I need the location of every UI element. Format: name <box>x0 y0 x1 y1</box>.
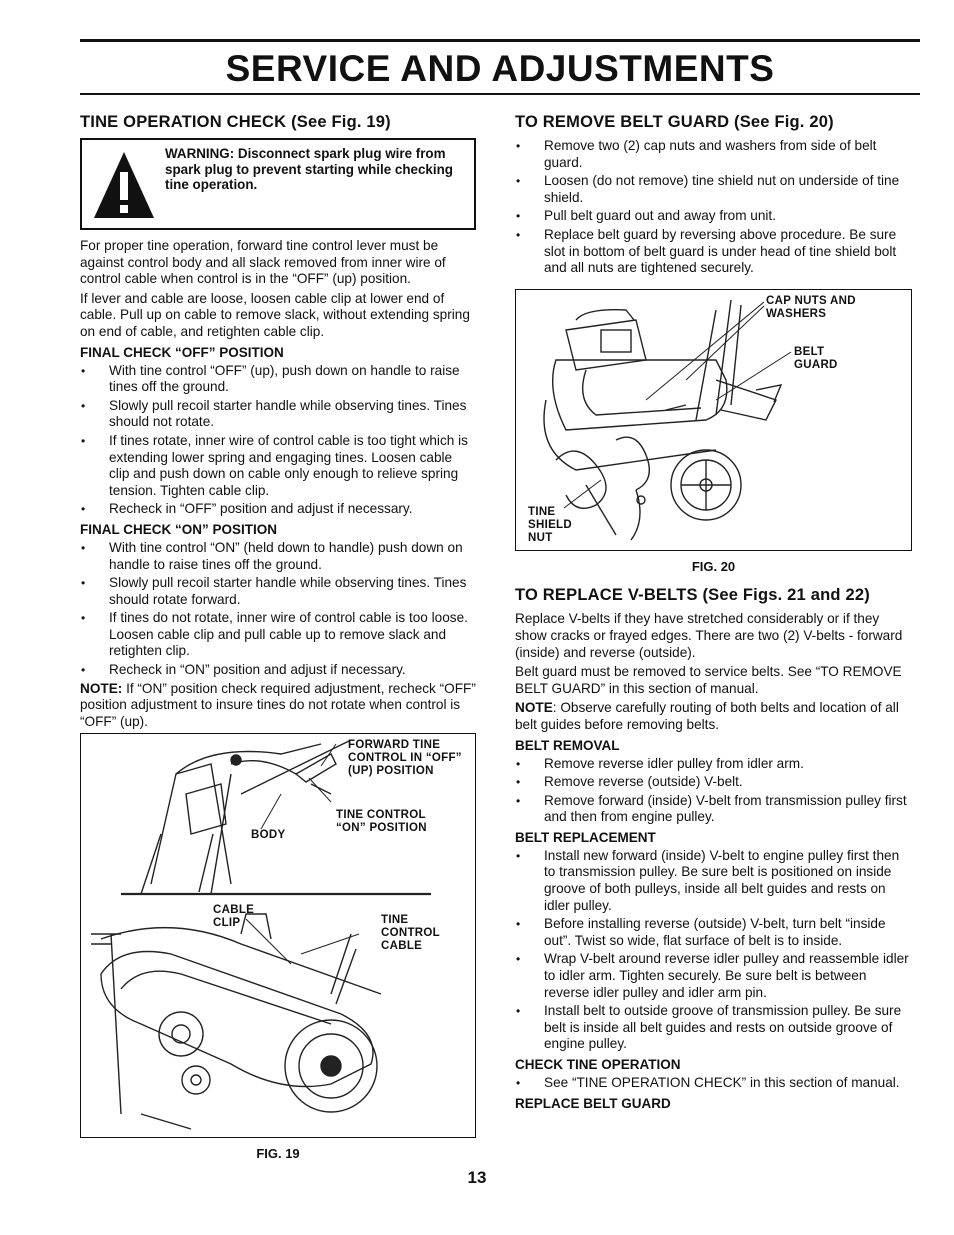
list-item: • See “TINE OPERATION CHECK” in this section of manual. <box>515 1075 912 1092</box>
list-item: • Pull belt guard out and away from unit. <box>515 208 912 225</box>
list-item: • Slowly pull recoil starter handle while observing tines. Tines should rotate forward. <box>80 575 476 608</box>
list-item: • With tine control “OFF” (up), push down on handle to raise tines off the ground. <box>80 363 476 396</box>
tine-control-on-label: TINE CONTROL “ON” POSITION <box>336 809 427 835</box>
list-item: • Remove two (2) cap nuts and washers from side of belt guard. <box>515 138 912 171</box>
note-paragraph <box>515 700 912 733</box>
cap-nuts-label: CAP NUTS AND WASHERS <box>766 294 856 320</box>
title-rule <box>80 93 920 95</box>
list-item: • Remove forward (inside) V-belt from transmission pulley first and then from engine pulley. <box>515 793 912 826</box>
tine-shield-nut-label: TINE SHIELD NUT <box>528 505 572 544</box>
list-item: • Install new forward (inside) V-belt to engine pulley first then to transmission pulley. Be sure belt is positioned on inside groove of both pulleys, inside all belt guides and rests on idler pulley. <box>515 848 912 914</box>
replace-v-belts-heading: TO REPLACE V-BELTS (See Figs. 21 and 22) <box>515 586 870 605</box>
tine-operation-heading: TINE OPERATION CHECK (See Fig. 19) <box>80 113 391 131</box>
figure-20 <box>515 289 912 551</box>
belt-removal-list <box>515 756 912 826</box>
remove-belt-guard-heading: TO REMOVE BELT GUARD (See Fig. 20) <box>515 113 834 131</box>
list-item: • Remove reverse (outside) V-belt. <box>515 774 912 791</box>
warning-box <box>80 138 476 230</box>
list-item: • If tines rotate, inner wire of control cable is too tight which is extending lower spring and engaging tines. Loosen cable clip and push down on cable only enough to relieve spring tension. Tighten cable clip. <box>80 433 476 499</box>
final-check-on-heading: FINAL CHECK “ON” POSITION <box>80 521 278 537</box>
page-number: 13 <box>467 1168 487 1187</box>
list-item: • Loosen (do not remove) tine shield nut on underside of tine shield. <box>515 173 912 206</box>
left-column <box>80 112 476 1173</box>
note-label: NOTE <box>515 700 553 716</box>
list-item: • With tine control “ON” (held down to handle) push down on handle to raise tines off the ground. <box>80 540 476 573</box>
final-check-off-heading: FINAL CHECK “OFF” POSITION <box>80 344 284 360</box>
tine-control-cable-label: TINE CONTROL CABLE <box>381 914 440 953</box>
belt-replacement-list <box>515 848 912 1053</box>
belt-removal-heading: BELT REMOVAL <box>515 737 620 753</box>
final-check-off-list <box>80 363 476 518</box>
belt-guard-label: BELT GUARD <box>794 345 838 371</box>
v-belts-paragraph: Replace V-belts if they have stretched considerably or if they show cracks or frayed edges. There are two (2) V-belts - forward (inside) and reverse (outside). <box>515 611 903 660</box>
list-item: • Replace belt guard by reversing above procedure. Be sure slot in bottom of belt guard is under head of tine shield bolt and all nuts are tightened securely. <box>515 227 912 277</box>
note-paragraph <box>80 681 476 731</box>
cable-clip-label: CABLE CLIP <box>213 904 255 930</box>
intro-paragraph: For proper tine operation, forward tine control lever must be against control body and all slack removed from inner wire of control cable when control is in the “OFF” (up) position. <box>80 238 446 287</box>
note-text: : Observe carefully routing of both belts and location of all belt guides before removing belts. <box>515 700 899 732</box>
list-item: • Before installing reverse (outside) V-belt, turn belt “inside out”. Twist so wide, flat surface of belt is to inside. <box>515 916 912 949</box>
note-text: If “ON” position check required adjustment, recheck “OFF” position adjustment to insure tines do not rotate when control is “OFF” (up). <box>80 680 476 729</box>
top-rule <box>80 39 920 42</box>
replace-belt-guard-heading: REPLACE BELT GUARD <box>515 1095 671 1111</box>
list-item: • Install belt to outside groove of transmission pulley. Be sure belt is inside all belt guides and rests on outside groove of engine pulley. <box>515 1003 912 1053</box>
figure-19 <box>80 733 476 1138</box>
right-column <box>515 112 912 1114</box>
check-tine-operation-heading: CHECK TINE OPERATION <box>515 1057 681 1072</box>
forward-tine-control-label: FORWARD TINE CONTROL IN “OFF” (UP) POSITION <box>348 739 462 778</box>
list-item: • Wrap V-belt around reverse idler pulley and reassemble idler to idler arm. Tighten securely. Be sure belt is between reverse idler pulley and idler arm pin. <box>515 951 912 1001</box>
page-title: SERVICE AND ADJUSTMENTS <box>225 48 775 89</box>
list-item: • Remove reverse idler pulley from idler arm. <box>515 756 912 773</box>
belt-replacement-heading: BELT REPLACEMENT <box>515 829 656 845</box>
belt-guard-paragraph: Belt guard must be removed to service belts. See “TO REMOVE BELT GUARD” in this section of manual. <box>515 664 902 696</box>
list-item: • Recheck in “OFF” position and adjust if necessary. <box>80 501 476 518</box>
remove-belt-guard-list <box>515 138 912 277</box>
figure-20-caption: FIG. 20 <box>691 558 736 574</box>
warning-triangle-icon <box>92 150 156 220</box>
final-check-on-list <box>80 540 476 679</box>
list-item: • Slowly pull recoil starter handle while observing tines. Tines should not rotate. <box>80 398 476 431</box>
check-tine-operation-list <box>515 1075 912 1092</box>
list-item: • Recheck in “ON” position and adjust if necessary. <box>80 662 476 679</box>
list-item: • If tines do not rotate, inner wire of control cable is too loose. Loosen cable clip and pull cable up to remove slack and retighten clip. <box>80 610 476 660</box>
body-label: BODY <box>251 829 286 842</box>
note-label: NOTE: <box>80 680 123 696</box>
figure-19-caption: FIG. 19 <box>256 1146 300 1162</box>
warning-text: WARNING: Disconnect spark plug wire from spark plug to prevent starting while checking tine operation. <box>165 146 453 192</box>
intro-paragraph: If lever and cable are loose, loosen cable clip at lower end of cable. Pull up on cable to remove slack, without extending spring on end of cable, and retighten cable clip. <box>80 290 470 339</box>
